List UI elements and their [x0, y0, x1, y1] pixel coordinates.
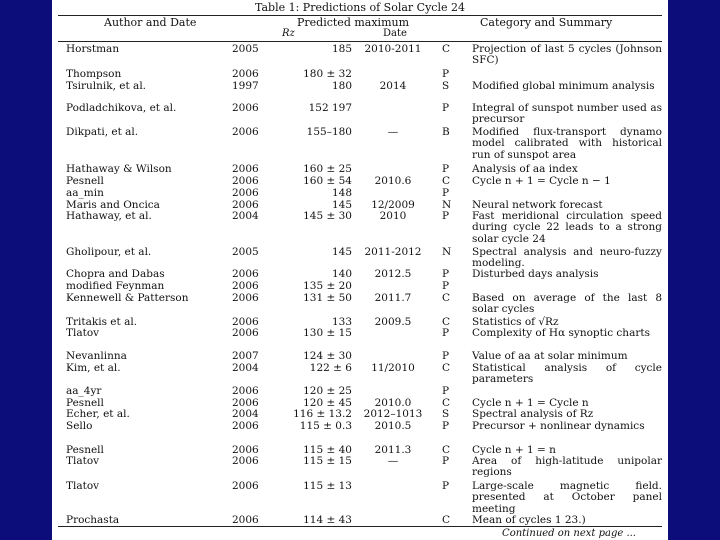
date-cell: 2009.5: [374, 316, 412, 328]
category-cell: P: [442, 280, 450, 292]
summary-cell: Statistics of √Rz: [472, 316, 559, 328]
predicted-cell: 145 ± 30: [303, 210, 352, 222]
predicted-cell: 160 ± 25: [303, 163, 352, 175]
author-cell: Tlatov: [66, 455, 100, 467]
year-cell: 2004: [232, 210, 259, 222]
year-cell: 2006: [232, 316, 259, 328]
date-cell: 2010-2011: [364, 43, 422, 55]
date-cell: 2010.6: [374, 175, 412, 187]
summary-cell: Mean of cycles 1 23.): [472, 514, 586, 526]
predicted-cell: 140: [331, 268, 352, 280]
summary-cell: Disturbed days analysis: [472, 268, 599, 280]
category-cell: C: [442, 514, 451, 526]
header-date: Date: [383, 28, 407, 39]
category-cell: P: [442, 68, 450, 80]
predicted-cell: 145: [331, 199, 352, 211]
year-cell: 2006: [232, 68, 259, 80]
summary-cell: Cycle n + 1 = Cycle n − 1: [472, 175, 611, 187]
header-category: Category and Summary: [480, 16, 613, 29]
category-cell: S: [442, 80, 450, 92]
category-cell: P: [442, 385, 450, 397]
header-predicted: Predicted maximum: [297, 16, 410, 29]
category-cell: P: [442, 210, 450, 222]
author-cell: Tlatov: [66, 480, 100, 492]
year-cell: 2006: [232, 163, 259, 175]
summary-cell: Fast meridional circulation speed during cycle 22 leads to a strong solar cycle 24: [472, 210, 662, 245]
year-cell: 2006: [232, 397, 259, 409]
category-cell: C: [442, 316, 451, 328]
author-cell: Dikpati, et al.: [66, 126, 139, 138]
author-cell: Pesnell: [66, 175, 104, 187]
date-cell: 2010.5: [374, 420, 412, 432]
author-cell: Horstman: [66, 43, 120, 55]
year-cell: 2006: [232, 199, 259, 211]
summary-cell: Integral of sunspot number used as precursor: [472, 102, 662, 126]
summary-cell: Precursor + nonlinear dynamics: [472, 420, 645, 432]
predicted-cell: 124 ± 30: [303, 350, 352, 362]
author-cell: modified Feynman: [66, 280, 165, 292]
category-cell: P: [442, 455, 450, 467]
predicted-cell: 133: [331, 316, 352, 328]
author-cell: Prochasta: [66, 514, 120, 526]
predicted-cell: 115 ± 0.3: [299, 420, 352, 432]
summary-cell: Spectral analysis and neuro-fuzzy modeling.: [472, 246, 662, 270]
year-cell: 2004: [232, 408, 259, 420]
predicted-cell: 120 ± 25: [303, 385, 352, 397]
author-cell: Tsirulnik, et al.: [66, 80, 147, 92]
summary-cell: Value of aa at solar minimum: [472, 350, 628, 362]
summary-cell: Analysis of aa index: [472, 163, 578, 175]
category-cell: P: [442, 350, 450, 362]
year-cell: 2006: [232, 268, 259, 280]
author-cell: Podladchikova, et al.: [66, 102, 177, 114]
year-cell: 2006: [232, 455, 259, 467]
date-cell: 12/2009: [371, 199, 415, 211]
author-cell: Hathaway & Wilson: [66, 163, 172, 175]
category-cell: P: [442, 420, 450, 432]
predicted-cell: 155–180: [306, 126, 352, 138]
category-cell: P: [442, 480, 450, 492]
predicted-cell: 180 ± 32: [303, 68, 352, 80]
predicted-cell: 131 ± 50: [303, 292, 352, 304]
category-cell: B: [442, 126, 450, 138]
predicted-cell: 130 ± 15: [303, 327, 352, 339]
year-cell: 2005: [232, 246, 259, 258]
predicted-cell: 115 ± 40: [303, 444, 352, 456]
year-cell: 2005: [232, 43, 259, 55]
author-cell: Gholipour, et al.: [66, 246, 152, 258]
predicted-cell: 145: [331, 246, 352, 258]
author-cell: Kennewell & Patterson: [66, 292, 189, 304]
year-cell: 2006: [232, 187, 259, 199]
year-cell: 2006: [232, 280, 259, 292]
date-cell: 2012.5: [374, 268, 412, 280]
summary-cell: Modified global minimum analysis: [472, 80, 655, 92]
summary-cell: Large-scale magnetic field. presented at October panel meeting: [472, 480, 662, 515]
date-cell: —: [387, 455, 399, 467]
author-cell: Echer, et al.: [66, 408, 130, 420]
category-cell: C: [442, 292, 451, 304]
summary-cell: Modified flux-transport dynamo model calibrated with historical run of sunspot area: [472, 126, 662, 161]
date-cell: 2011-2012: [364, 246, 422, 258]
summary-cell: Complexity of Hα synoptic charts: [472, 327, 650, 339]
date-cell: 2010: [379, 210, 407, 222]
category-cell: P: [442, 268, 450, 280]
category-cell: N: [442, 199, 452, 211]
category-cell: C: [442, 362, 451, 374]
header-rule: [58, 41, 662, 42]
continued-note: Continued on next page ...: [502, 528, 636, 539]
date-cell: 2010.0: [374, 397, 412, 409]
predicted-cell: 148: [331, 187, 352, 199]
category-cell: C: [442, 43, 451, 55]
table-caption: Table 1: Predictions of Solar Cycle 24: [255, 1, 465, 14]
predicted-cell: 114 ± 43: [303, 514, 352, 526]
category-cell: P: [442, 102, 450, 114]
date-cell: 2011.3: [374, 444, 412, 456]
year-cell: 2006: [232, 175, 259, 187]
predicted-cell: 115 ± 13: [303, 480, 352, 492]
year-cell: 2006: [232, 444, 259, 456]
author-cell: Pesnell: [66, 397, 104, 409]
year-cell: 2007: [232, 350, 259, 362]
author-cell: Nevanlinna: [66, 350, 127, 362]
author-cell: Thompson: [66, 68, 122, 80]
summary-cell: Spectral analysis of Rz: [472, 408, 594, 420]
author-cell: Chopra and Dabas: [66, 268, 165, 280]
author-cell: Pesnell: [66, 444, 104, 456]
year-cell: 2006: [232, 102, 259, 114]
year-cell: 2006: [232, 292, 259, 304]
header-rz: Rz: [282, 28, 295, 39]
author-cell: Tlatov: [66, 327, 100, 339]
date-cell: —: [387, 126, 399, 138]
header-author: Author and Date: [104, 16, 197, 29]
year-cell: 2006: [232, 480, 259, 492]
category-cell: C: [442, 444, 451, 456]
author-cell: Hathaway, et al.: [66, 210, 152, 222]
date-cell: 11/2010: [371, 362, 415, 374]
author-cell: aa_4yr: [66, 385, 102, 397]
author-cell: Sello: [66, 420, 93, 432]
predicted-cell: 115 ± 15: [303, 455, 352, 467]
author-cell: Maris and Oncica: [66, 199, 160, 211]
predicted-cell: 120 ± 45: [303, 397, 352, 409]
predicted-cell: 152 197: [308, 102, 352, 114]
predicted-cell: 180: [331, 80, 352, 92]
category-cell: C: [442, 175, 451, 187]
summary-cell: Cycle n + 1 = n: [472, 444, 556, 456]
bottom-rule: [58, 526, 662, 527]
summary-cell: Neural network forecast: [472, 199, 603, 211]
year-cell: 2006: [232, 385, 259, 397]
summary-cell: Area of high-latitude unipolar regions: [472, 455, 662, 479]
predicted-cell: 116 ± 13.2: [293, 408, 352, 420]
category-cell: P: [442, 187, 450, 199]
year-cell: 2004: [232, 362, 259, 374]
category-cell: P: [442, 163, 450, 175]
summary-cell: Statistical analysis of cycle parameters: [472, 362, 662, 386]
table-page: [52, 0, 668, 540]
author-cell: Kim, et al.: [66, 362, 121, 374]
summary-cell: Cycle n + 1 = Cycle n: [472, 397, 589, 409]
author-cell: Tritakis et al.: [66, 316, 138, 328]
year-cell: 1997: [232, 80, 259, 92]
predicted-cell: 160 ± 54: [303, 175, 352, 187]
predicted-cell: 135 ± 20: [303, 280, 352, 292]
category-cell: S: [442, 408, 450, 420]
predicted-cell: 122 ± 6: [309, 362, 352, 374]
summary-cell: Based on average of the last 8 solar cycles: [472, 292, 662, 316]
date-cell: 2012–1013: [363, 408, 423, 420]
category-cell: C: [442, 397, 451, 409]
year-cell: 2006: [232, 420, 259, 432]
summary-cell: Projection of last 5 cycles (Johnson SFC): [472, 43, 662, 67]
year-cell: 2006: [232, 126, 259, 138]
author-cell: aa_min: [66, 187, 104, 199]
year-cell: 2006: [232, 327, 259, 339]
predicted-cell: 185: [331, 43, 352, 55]
category-cell: P: [442, 327, 450, 339]
date-cell: 2014: [379, 80, 407, 92]
category-cell: N: [442, 246, 452, 258]
date-cell: 2011.7: [374, 292, 412, 304]
year-cell: 2006: [232, 514, 259, 526]
